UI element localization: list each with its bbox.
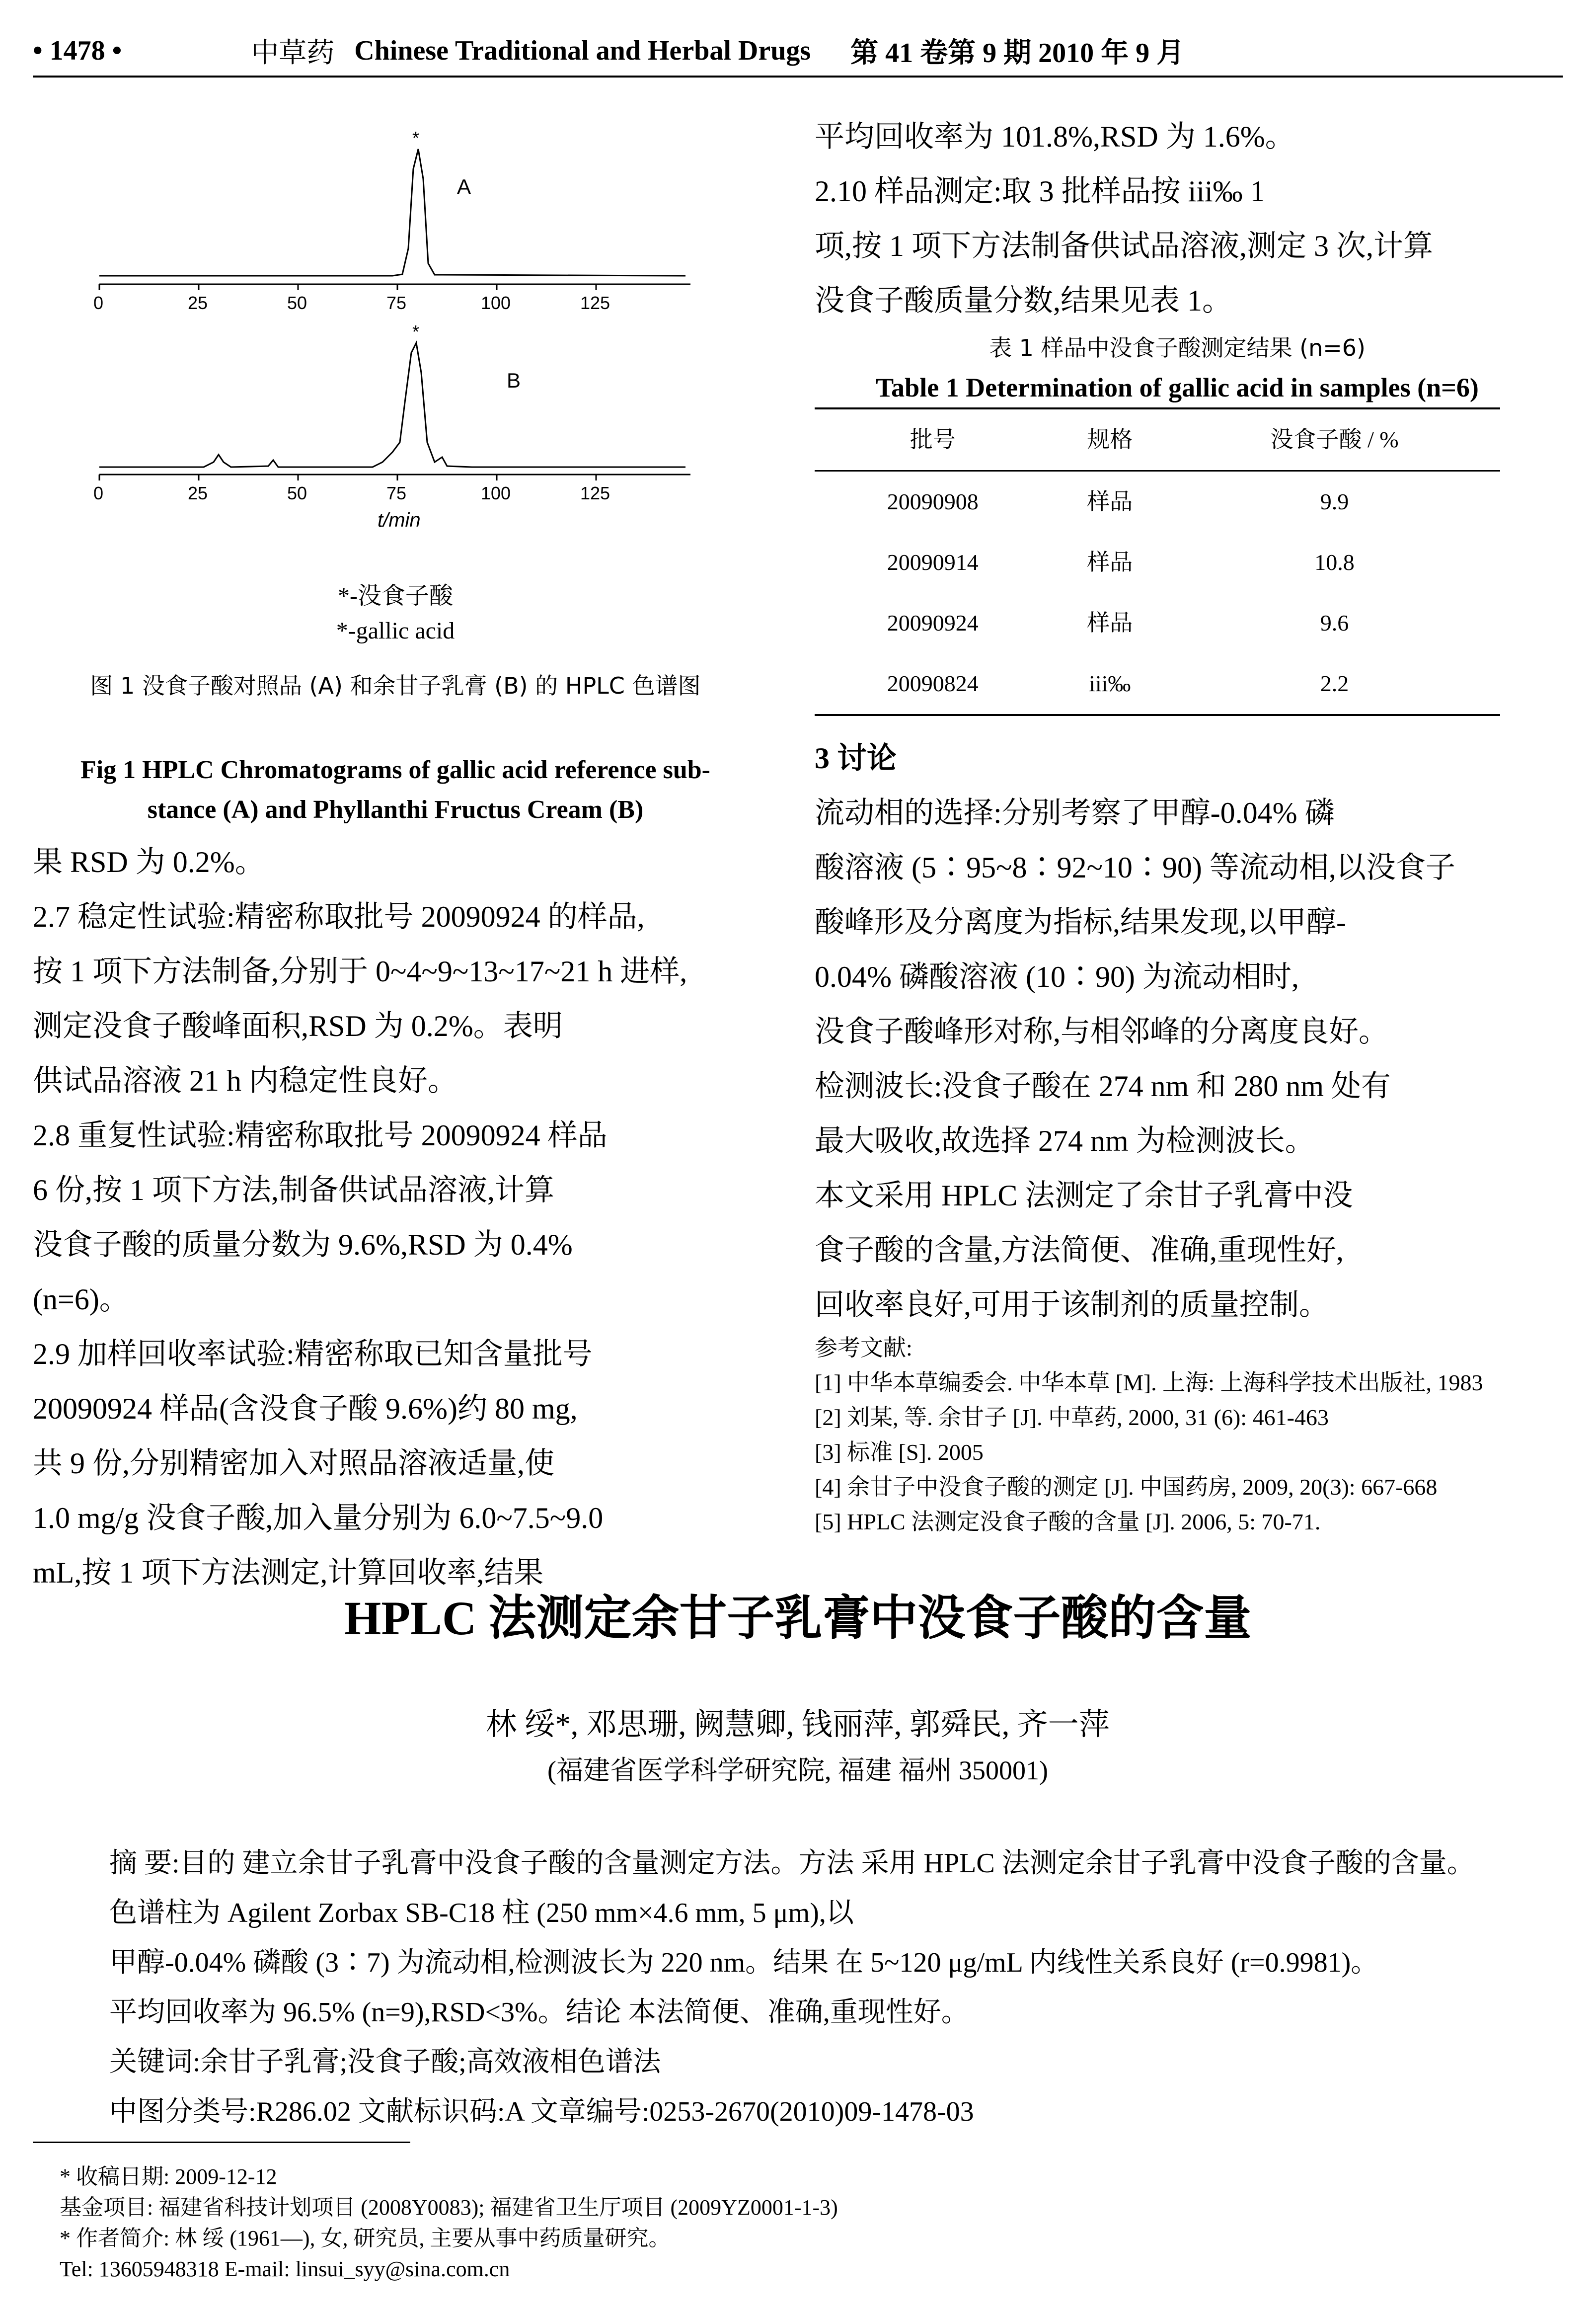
body-line: 2.9 加样回收率试验:精密称取已知含量批号 xyxy=(33,1338,593,1370)
figure-legend xyxy=(33,579,758,648)
body-line: (n=6)。 xyxy=(33,1283,129,1316)
body-line: 按 1 项下方法制备,分别于 0~4~9~13~17~21 h 进样, xyxy=(33,955,687,988)
footnotes xyxy=(60,2161,1500,2285)
table-cell: 20090908 xyxy=(887,489,979,514)
legend-en: *-gallic acid xyxy=(336,618,455,644)
table-row xyxy=(815,532,1500,593)
body-line: 20090924 样品(含没食子酸 9.6%)约 80 mg, xyxy=(33,1392,578,1425)
xtick-label: 0 xyxy=(93,483,104,503)
trace-b xyxy=(99,343,685,467)
figure-caption-cn: 图 1 没食子酸对照品 (A) 和余甘子乳膏 (B) 的 HPLC 色谱图 xyxy=(90,672,701,699)
body-line: 回收率良好,可用于该制剂的质量控制。 xyxy=(815,1288,1329,1321)
body-line: 0.04% 磷酸溶液 (10∶90) 为流动相时, xyxy=(815,960,1299,993)
table-cell: 20090914 xyxy=(887,550,979,575)
abstract-line: 平均回收率为 96.5% (n=9),RSD<3%。结论 本法简便、准确,重现性好。 xyxy=(109,1997,969,2028)
table-cell: 样品 xyxy=(1087,489,1133,514)
results-table xyxy=(815,407,1500,716)
classification-line: 中图分类号:R286.02 文献标识码:A 文章编号:0253-2670(2010)09-1478-03 xyxy=(109,2096,974,2127)
right-column-body xyxy=(815,109,1540,1541)
xtick-label: 125 xyxy=(580,483,610,503)
body-line: 果 RSD 为 0.2%。 xyxy=(33,846,265,878)
caption-en-line2: stance (A) and Phyllanthi Fructus Cream (B) xyxy=(147,796,644,824)
xtick-label: 50 xyxy=(287,293,307,313)
body-line: 2.10 样品测定:取 3 批样品按 iii‰ 1 xyxy=(815,175,1265,208)
left-column-body xyxy=(33,835,758,1600)
table-cell: 20090924 xyxy=(887,610,979,636)
body-line: 流动相的选择:分别考察了甲醇-0.04% 磷 xyxy=(815,797,1335,829)
xtick-label: 100 xyxy=(481,293,511,313)
body-line: 平均回收率为 101.8%,RSD 为 1.6%。 xyxy=(815,120,1295,153)
running-header xyxy=(33,31,1563,71)
body-line: 测定没食子酸峰面积,RSD 为 0.2%。表明 xyxy=(33,1010,563,1042)
body-line: 2.8 重复性试验:精密称取批号 20090924 样品 xyxy=(33,1119,608,1152)
xtick-label: 75 xyxy=(386,293,407,313)
reference-item: [5] HPLC 法测定没食子酸的含量 [J]. 2006, 5: 70-71. xyxy=(815,1509,1321,1534)
header-rule xyxy=(33,76,1563,78)
table-cell: 10.8 xyxy=(1314,550,1355,575)
caption-en-line1: Fig 1 HPLC Chromatograms of gallic acid reference sub- xyxy=(80,756,711,784)
body-line: 项,按 1 项下方法制备供试品溶液,测定 3 次,计算 xyxy=(815,230,1433,262)
trace-a xyxy=(99,149,685,276)
table-header-cell: 没食子酸 / % xyxy=(1270,427,1399,452)
body-line: mL,按 1 项下方法测定,计算回收率,结果 xyxy=(33,1556,544,1589)
body-line: 酸溶液 (5∶95~8∶92~10∶90) 等流动相,以没食子 xyxy=(815,851,1455,884)
body-line: 检测波长:没食子酸在 274 nm 和 280 nm 处有 xyxy=(815,1070,1391,1103)
panel-b-label: B xyxy=(507,369,521,392)
peak-marker-b: * xyxy=(412,321,420,342)
xticks-b xyxy=(93,475,610,503)
article-title: HPLC 法测定余甘子乳膏中没食子酸的含量 xyxy=(344,1592,1252,1645)
table-header-row xyxy=(815,408,1500,471)
page-number: • 1478 • xyxy=(33,35,122,66)
xtick-label: 25 xyxy=(188,483,208,503)
footnote-funding: 基金项目: 福建省科技计划项目 (2008Y0083); 福建省卫生厅项目 (2009YZ0001-1-3) xyxy=(60,2195,838,2220)
xticks-a xyxy=(93,284,610,313)
body-line: 6 份,按 1 项下方法,制备供试品溶液,计算 xyxy=(33,1174,554,1206)
panel-a-label: A xyxy=(457,175,471,198)
footnote-contact: Tel: 13605948318 E-mail: linsui_syy@sina.com.cn xyxy=(60,2257,510,2281)
footnote-rule xyxy=(33,2142,410,2143)
table-caption-cn: 表 1 样品中没食子酸测定结果 (n=6) xyxy=(989,334,1366,361)
table-cell: 2.2 xyxy=(1320,671,1349,696)
table-row xyxy=(815,653,1500,715)
footnote-received: * 收稿日期: 2009-12-12 xyxy=(60,2164,277,2189)
references xyxy=(815,1332,1540,1538)
abstract-line: 色谱柱为 Agilent Zorbax SB-C18 柱 (250 mm×4.6 mm, 5 μm),以 xyxy=(109,1898,854,1928)
table-cell: 9.9 xyxy=(1320,489,1349,514)
table-row xyxy=(815,471,1500,533)
body-line: 共 9 份,分别精密加入对照品溶液适量,使 xyxy=(33,1447,554,1480)
journal-name-en: Chinese Traditional and Herbal Drugs xyxy=(354,35,811,66)
xtick-label: 0 xyxy=(93,293,104,313)
table-caption-en: Table 1 Determination of gallic acid in samples (n=6) xyxy=(876,373,1479,402)
section-heading: 3 讨论 xyxy=(815,742,897,775)
abstract-line: 摘 要:目的 建立余甘子乳膏中没食子酸的含量测定方法。方法 采用 HPLC 法测定余甘子乳膏中没食子酸的含量。 xyxy=(109,1848,1475,1879)
x-axis-label: t/min xyxy=(378,509,421,531)
xtick-label: 125 xyxy=(580,293,610,313)
figure-caption-en xyxy=(33,750,758,830)
journal-name-cn: 中草药 xyxy=(251,37,335,69)
xtick-label: 25 xyxy=(188,293,208,313)
table-cell: 样品 xyxy=(1087,550,1133,575)
reference-item: [1] 中华本草编委会. 中华本草 [M]. 上海: 上海科学技术出版社, 1983 xyxy=(815,1370,1483,1395)
table-header-cell: 批号 xyxy=(910,427,956,452)
abstract-line: 甲醇-0.04% 磷酸 (3∶7) 为流动相,检测波长为 220 nm。结果 在 5~120 μg/mL 内线性关系良好 (r=0.9981)。 xyxy=(109,1947,1379,1978)
table-cell: iii‰ xyxy=(1089,671,1131,696)
peak-marker-a: * xyxy=(412,128,420,148)
table-cell: 20090824 xyxy=(887,671,979,696)
chromatogram-figure xyxy=(75,124,720,542)
body-line: 本文采用 HPLC 法测定了余甘子乳膏中没 xyxy=(815,1179,1353,1212)
keywords-line: 关键词:余甘子乳膏;没食子酸;高效液相色谱法 xyxy=(109,2047,661,2077)
xtick-label: 100 xyxy=(481,483,511,503)
table-header-cell: 规格 xyxy=(1087,427,1133,452)
reference-item: [4] 余甘子中没食子酸的测定 [J]. 中国药房, 2009, 20(3): 667-668 xyxy=(815,1474,1438,1500)
issue-info: 第 41 卷第 9 期 2010 年 9 月 xyxy=(850,38,1185,69)
footnote-author: * 作者简介: 林 绥 (1961—), 女, 研究员, 主要从事中药质量研究。 xyxy=(60,2226,671,2250)
body-line: 酸峰形及分离度为指标,结果发现,以甲醇- xyxy=(815,906,1346,939)
table-cell: 样品 xyxy=(1087,610,1133,636)
xtick-label: 75 xyxy=(386,483,407,503)
body-line: 没食子酸峰形对称,与相邻峰的分离度良好。 xyxy=(815,1015,1388,1048)
reference-item: [3] 标准 [S]. 2005 xyxy=(815,1439,984,1465)
body-line: 供试品溶液 21 h 内稳定性良好。 xyxy=(33,1064,457,1097)
panel-a xyxy=(93,128,690,313)
legend-cn: *-没食子酸 xyxy=(338,583,453,609)
article-authors: 林 绥*, 邓思珊, 阙慧卿, 钱丽萍, 郭舜民, 齐一萍 xyxy=(486,1708,1110,1742)
body-line: 最大吸收,故选择 274 nm 为检测波长。 xyxy=(815,1124,1315,1157)
body-line: 1.0 mg/g 没食子酸,加入量分别为 6.0~7.5~9.0 xyxy=(33,1502,604,1534)
article-abstract xyxy=(109,1838,1490,2137)
body-line: 没食子酸的质量分数为 9.6%,RSD 为 0.4% xyxy=(33,1228,573,1261)
table-cell: 9.6 xyxy=(1320,610,1349,636)
references-heading: 参考文献: xyxy=(815,1335,912,1360)
panel-b xyxy=(93,321,690,531)
xtick-label: 50 xyxy=(287,483,307,503)
body-line: 没食子酸质量分数,结果见表 1。 xyxy=(815,284,1232,317)
body-line: 食子酸的含量,方法简便、准确,重现性好, xyxy=(815,1234,1344,1267)
reference-item: [2] 刘某, 等. 余甘子 [J]. 中草药, 2000, 31 (6): 461-463 xyxy=(815,1405,1329,1430)
body-line: 2.7 稳定性试验:精密称取批号 20090924 的样品, xyxy=(33,900,645,933)
article-affiliation: (福建省医学科学研究院, 福建 福州 350001) xyxy=(547,1755,1048,1785)
table-row xyxy=(815,593,1500,653)
